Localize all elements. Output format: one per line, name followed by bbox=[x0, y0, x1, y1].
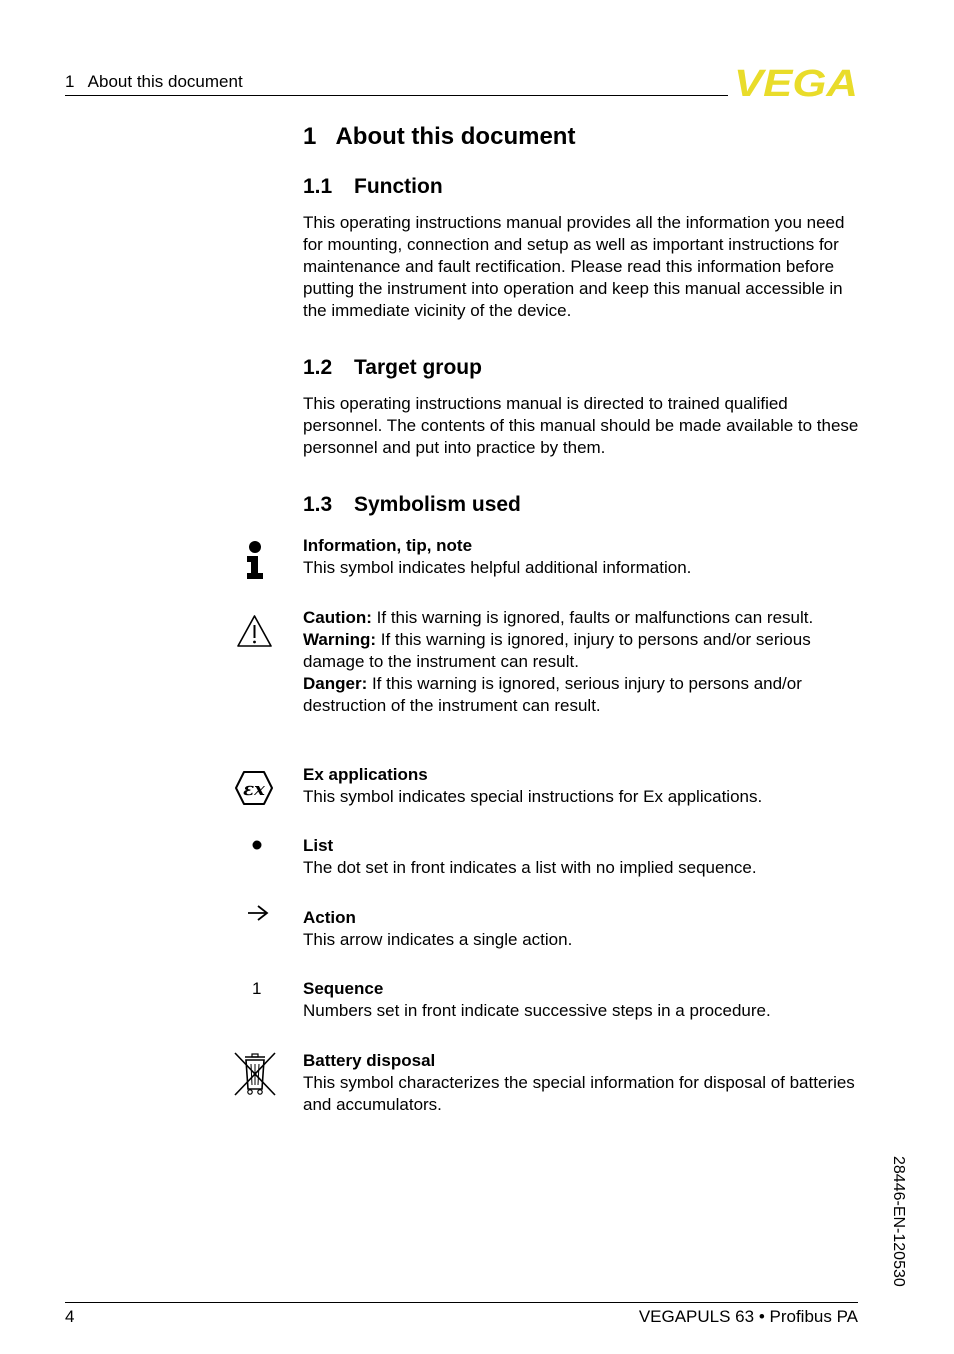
header-rule bbox=[65, 95, 728, 96]
footer-rule bbox=[65, 1302, 858, 1303]
symbol-action-text: This arrow indicates a single action. bbox=[303, 930, 573, 949]
caution-line bbox=[303, 607, 855, 629]
danger-label: Danger: bbox=[303, 674, 368, 693]
section-heading-symbolism bbox=[303, 492, 521, 518]
danger-line bbox=[303, 673, 855, 717]
symbol-sequence-title: Sequence bbox=[303, 979, 384, 998]
bullet-dot-icon bbox=[252, 840, 262, 850]
function-paragraph: This operating instructions manual provides all the information you need for mounting, connection and setup as well as important instructions for maintenance and fault rectification. Please read this information before putting the instrument into operation and keep this manual accessible in the immediate vicinity of the device. bbox=[303, 213, 845, 320]
caution-label: Caution: bbox=[303, 608, 372, 627]
symbol-info-title: Information, tip, note bbox=[303, 536, 473, 555]
danger-text: If this warning is ignored, serious injury to persons and/or destruction of the instrument can result. bbox=[303, 674, 802, 715]
target-group-paragraph: This operating instructions manual is directed to trained qualified personnel. The contents of this manual should be made available to these personnel and put into practice by them. bbox=[303, 394, 859, 457]
section-title: Target group bbox=[354, 356, 482, 379]
symbol-battery-text: This symbol characterizes the special information for disposal of batteries and accumulators. bbox=[303, 1073, 855, 1114]
section-number: 1.3 bbox=[303, 493, 333, 516]
symbol-ex-block bbox=[303, 764, 863, 808]
symbol-ex-title: Ex applications bbox=[303, 765, 428, 784]
warning-triangle-icon bbox=[236, 614, 273, 648]
chapter-title: 1 About this document bbox=[303, 123, 576, 150]
crossed-bin-icon bbox=[233, 1051, 277, 1097]
logo-text: VEGA bbox=[734, 66, 858, 98]
symbol-battery-block bbox=[303, 1050, 863, 1116]
section-number: 1.1 bbox=[303, 175, 333, 198]
sequence-number: 1 bbox=[252, 979, 262, 998]
symbol-list-text: The dot set in front indicates a list with no implied sequence. bbox=[303, 858, 757, 877]
warning-label: Warning: bbox=[303, 630, 377, 649]
caution-text: If this warning is ignored, faults or malfunctions can result. bbox=[371, 608, 814, 627]
symbol-action-title: Action bbox=[303, 908, 356, 927]
warning-text: If this warning is ignored, injury to persons and/or serious damage to the instrument can result. bbox=[303, 630, 811, 671]
footer-product: VEGAPULS 63 • Profibus PA bbox=[638, 1307, 858, 1326]
section-title: Symbolism used bbox=[354, 493, 521, 516]
ex-icon bbox=[234, 770, 274, 806]
symbol-warning-block bbox=[303, 607, 855, 717]
page-number: 4 bbox=[65, 1307, 75, 1326]
symbol-action-block bbox=[303, 907, 863, 951]
info-icon bbox=[243, 540, 267, 580]
symbol-battery-title: Battery disposal bbox=[303, 1051, 436, 1070]
svg-text:εx: εx bbox=[243, 779, 265, 800]
vega-logo bbox=[734, 66, 858, 98]
section-heading-function bbox=[303, 174, 443, 200]
symbol-list-title: List bbox=[303, 836, 334, 855]
arrow-right-icon bbox=[246, 904, 270, 922]
symbol-info-block bbox=[303, 535, 863, 579]
document-id: 28446-EN-120530 bbox=[890, 1156, 907, 1287]
symbol-info-text: This symbol indicates helpful additional information. bbox=[303, 558, 692, 577]
running-header: 1 About this document bbox=[65, 72, 243, 91]
symbol-list-block bbox=[303, 835, 863, 879]
symbol-sequence-text: Numbers set in front indicate successive steps in a procedure. bbox=[303, 1001, 771, 1020]
section-title: Function bbox=[354, 175, 443, 198]
symbol-ex-text: This symbol indicates special instructions for Ex applications. bbox=[303, 787, 763, 806]
section-heading-target-group bbox=[303, 355, 482, 381]
symbol-sequence-block bbox=[303, 978, 863, 1022]
section-number: 1.2 bbox=[303, 356, 333, 379]
warning-line bbox=[303, 629, 855, 673]
